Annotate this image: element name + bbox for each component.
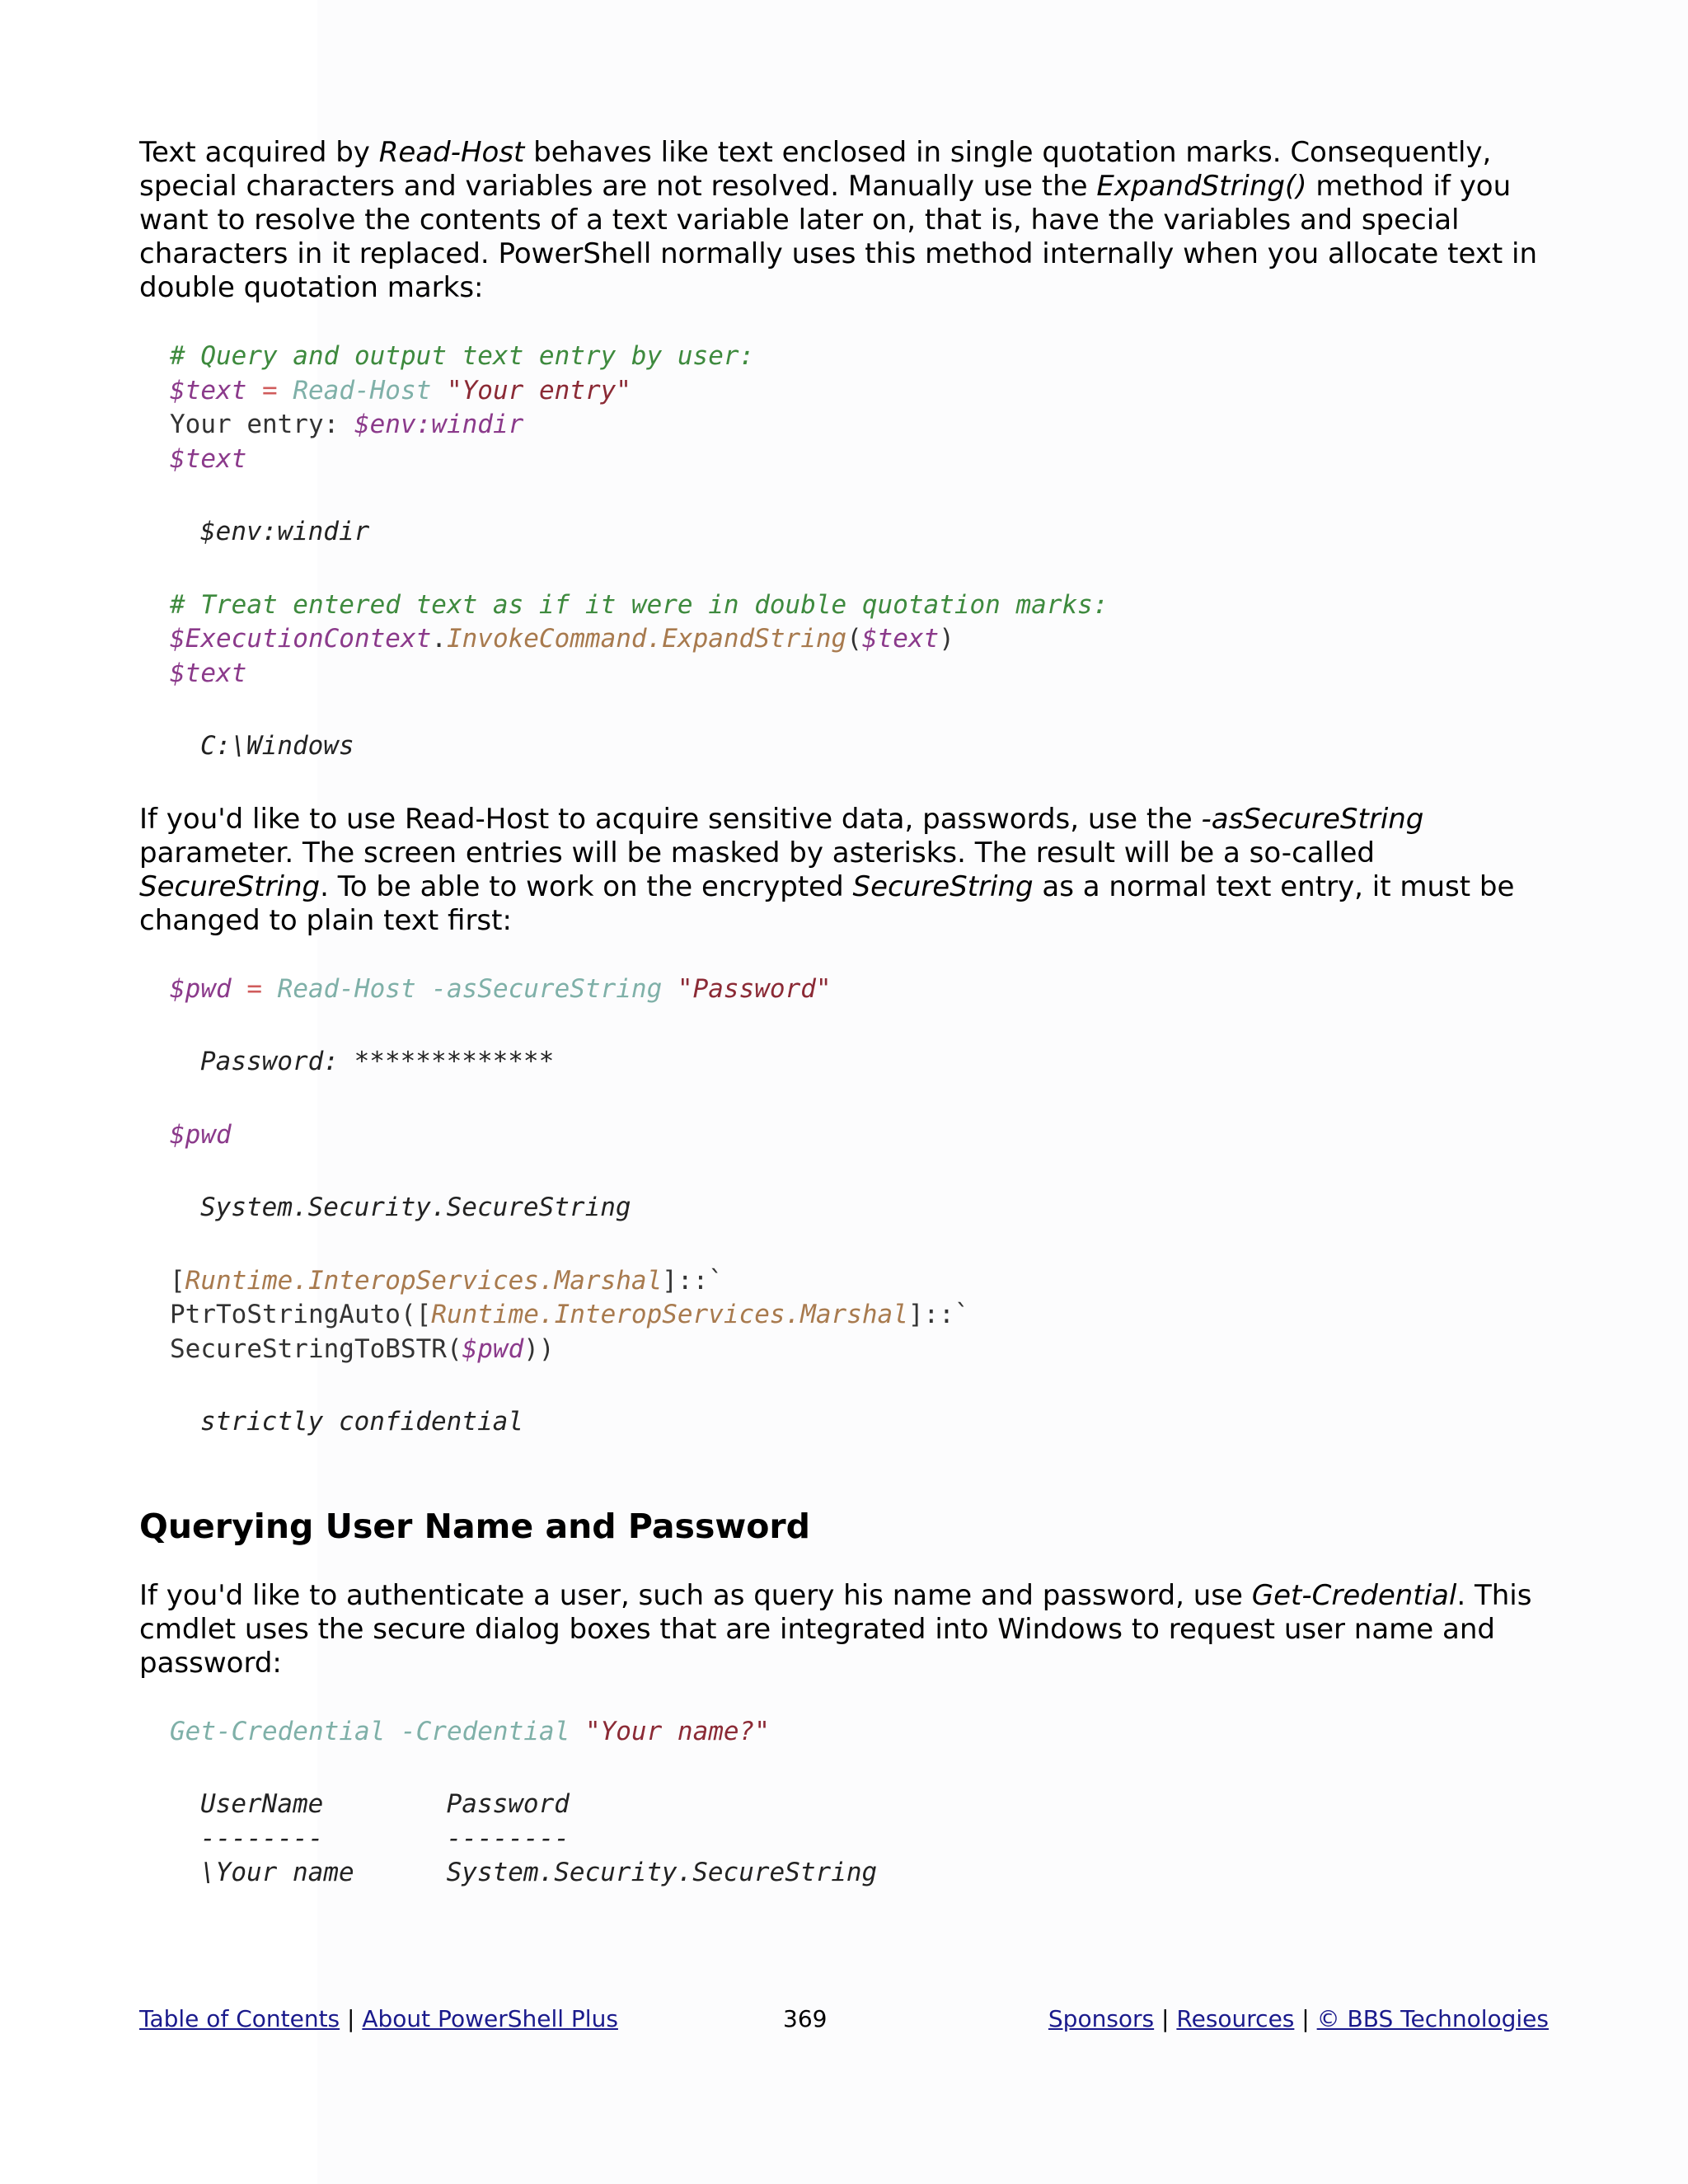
code-punct: . (431, 624, 447, 654)
code-string: "Your name?" (584, 1716, 770, 1746)
bbs-technologies-link[interactable]: © BBS Technologies (1316, 2005, 1549, 2032)
text: parameter. The screen entries will be masked by asterisks. The result will be a so-called (139, 836, 1375, 869)
code-punct: [ (170, 1265, 185, 1296)
code-punct: )) (523, 1333, 555, 1364)
output-block: $env:windir (200, 517, 370, 546)
code-block-query (170, 340, 1549, 476)
code-method-call: PtrToStringAuto([ (170, 1300, 432, 1329)
footer (139, 2003, 1549, 2036)
code-command: Read-Host -asSecureString (277, 973, 663, 1004)
sponsors-link[interactable]: Sponsors (1048, 2005, 1155, 2032)
output-block: C:\Windows (200, 731, 354, 761)
code-variable: $env:windir (354, 410, 524, 439)
code-punct: ( (846, 624, 862, 654)
code-string: "Password" (677, 973, 832, 1004)
separator: | (1154, 2005, 1177, 2032)
table-of-contents-link[interactable]: Table of Contents (139, 2005, 340, 2032)
code-operator: = (231, 973, 278, 1004)
text: Text acquired by (139, 136, 379, 169)
emphasis: Get-Credential (1251, 1578, 1457, 1612)
paragraph-get-credential (139, 1579, 1549, 1680)
resources-link[interactable]: Resources (1176, 2005, 1295, 2032)
separator: | (340, 2005, 363, 2032)
text: If you'd like to use Read-Host to acquire sensitive data, passwords, use the (139, 802, 1202, 836)
separator: | (1294, 2005, 1317, 2032)
output-line: UserName Password (200, 1789, 570, 1819)
code-method-call: SecureStringToBSTR( (170, 1333, 462, 1364)
code-space (431, 376, 447, 405)
emphasis: SecureString (852, 869, 1034, 903)
code-space (570, 1717, 585, 1746)
code-operator: = (246, 375, 293, 405)
page-number: 369 (783, 2005, 828, 2032)
emphasis: Read-Host (378, 136, 525, 169)
code-space (662, 974, 678, 1004)
emphasis: SecureString (139, 869, 321, 903)
code-variable: $pwd (170, 973, 232, 1004)
output-block: strictly confidential (200, 1407, 523, 1436)
paragraph-read-host (139, 136, 1549, 305)
text: . This cmdlet uses the secure dialog boxes that are integrated into Windows to request user name and password: (139, 1578, 1532, 1680)
code-prompt: Your entry: (170, 410, 354, 439)
code-variable: $ExecutionContext (170, 624, 432, 654)
output-block: Password: ************* (200, 1047, 555, 1076)
code-command: Get-Credential -Credential (170, 1716, 570, 1746)
code-comment: # Query and output text entry by user: (170, 341, 755, 371)
output-block: System.Security.SecureString (200, 1193, 631, 1222)
code-method: InvokeCommand.ExpandString (446, 624, 847, 654)
text: behaves like text enclosed in single quotation marks. Consequently, special characters and variables are not resolved. Manually use the (139, 136, 1492, 203)
code-variable: $pwd (170, 1119, 232, 1150)
text: . To be able to work on the encrypted (320, 869, 853, 903)
content (139, 136, 1549, 1891)
code-variable: $text (861, 624, 940, 654)
text: as a normal text entry, it must be changed to plain text first: (139, 869, 1515, 937)
code-block-pwd (170, 1118, 1549, 1153)
code-block-expand (170, 588, 1549, 691)
text: If you'd like to authenticate a user, such as query his name and password, use (139, 1578, 1252, 1612)
code-variable: $text (170, 658, 247, 688)
code-type: Runtime.InteropServices.Marshal (185, 1265, 663, 1296)
code-block-marshal (170, 1264, 1549, 1367)
code-string: "Your entry" (446, 375, 631, 405)
code-variable: $text (170, 443, 247, 474)
emphasis: -asSecureString (1201, 802, 1424, 836)
code-punct: ]::` (662, 1265, 724, 1296)
code-punct: ) (939, 624, 954, 654)
code-command: Read-Host (293, 375, 432, 405)
paragraph-secure-string (139, 803, 1549, 938)
output-line: -------- -------- (200, 1823, 570, 1854)
text: method if you want to resolve the contents of a text variable later on, that is, have the variables and special characters in it replaced. PowerShell normally uses this method internally when you allocate text in double quotation marks: (139, 170, 1538, 304)
section-heading: Querying User Name and Password (139, 1506, 810, 1546)
code-variable: $text (170, 375, 247, 405)
code-type: Runtime.InteropServices.Marshal (431, 1300, 908, 1329)
code-comment: # Treat entered text as if it were in double quotation marks: (170, 589, 1109, 620)
output-block (200, 1788, 1549, 1891)
emphasis: ExpandString() (1096, 170, 1307, 203)
code-punct: ]::` (907, 1300, 970, 1329)
footer-right (1048, 2003, 1549, 2036)
about-powershell-plus-link[interactable]: About PowerShell Plus (362, 2005, 618, 2032)
code-block-password (170, 972, 1549, 1007)
code-variable: $pwd (462, 1333, 524, 1364)
code-block-credential (170, 1715, 1549, 1750)
footer-left (139, 2003, 618, 2036)
output-line: \Your name System.Security.SecureString (200, 1858, 878, 1887)
